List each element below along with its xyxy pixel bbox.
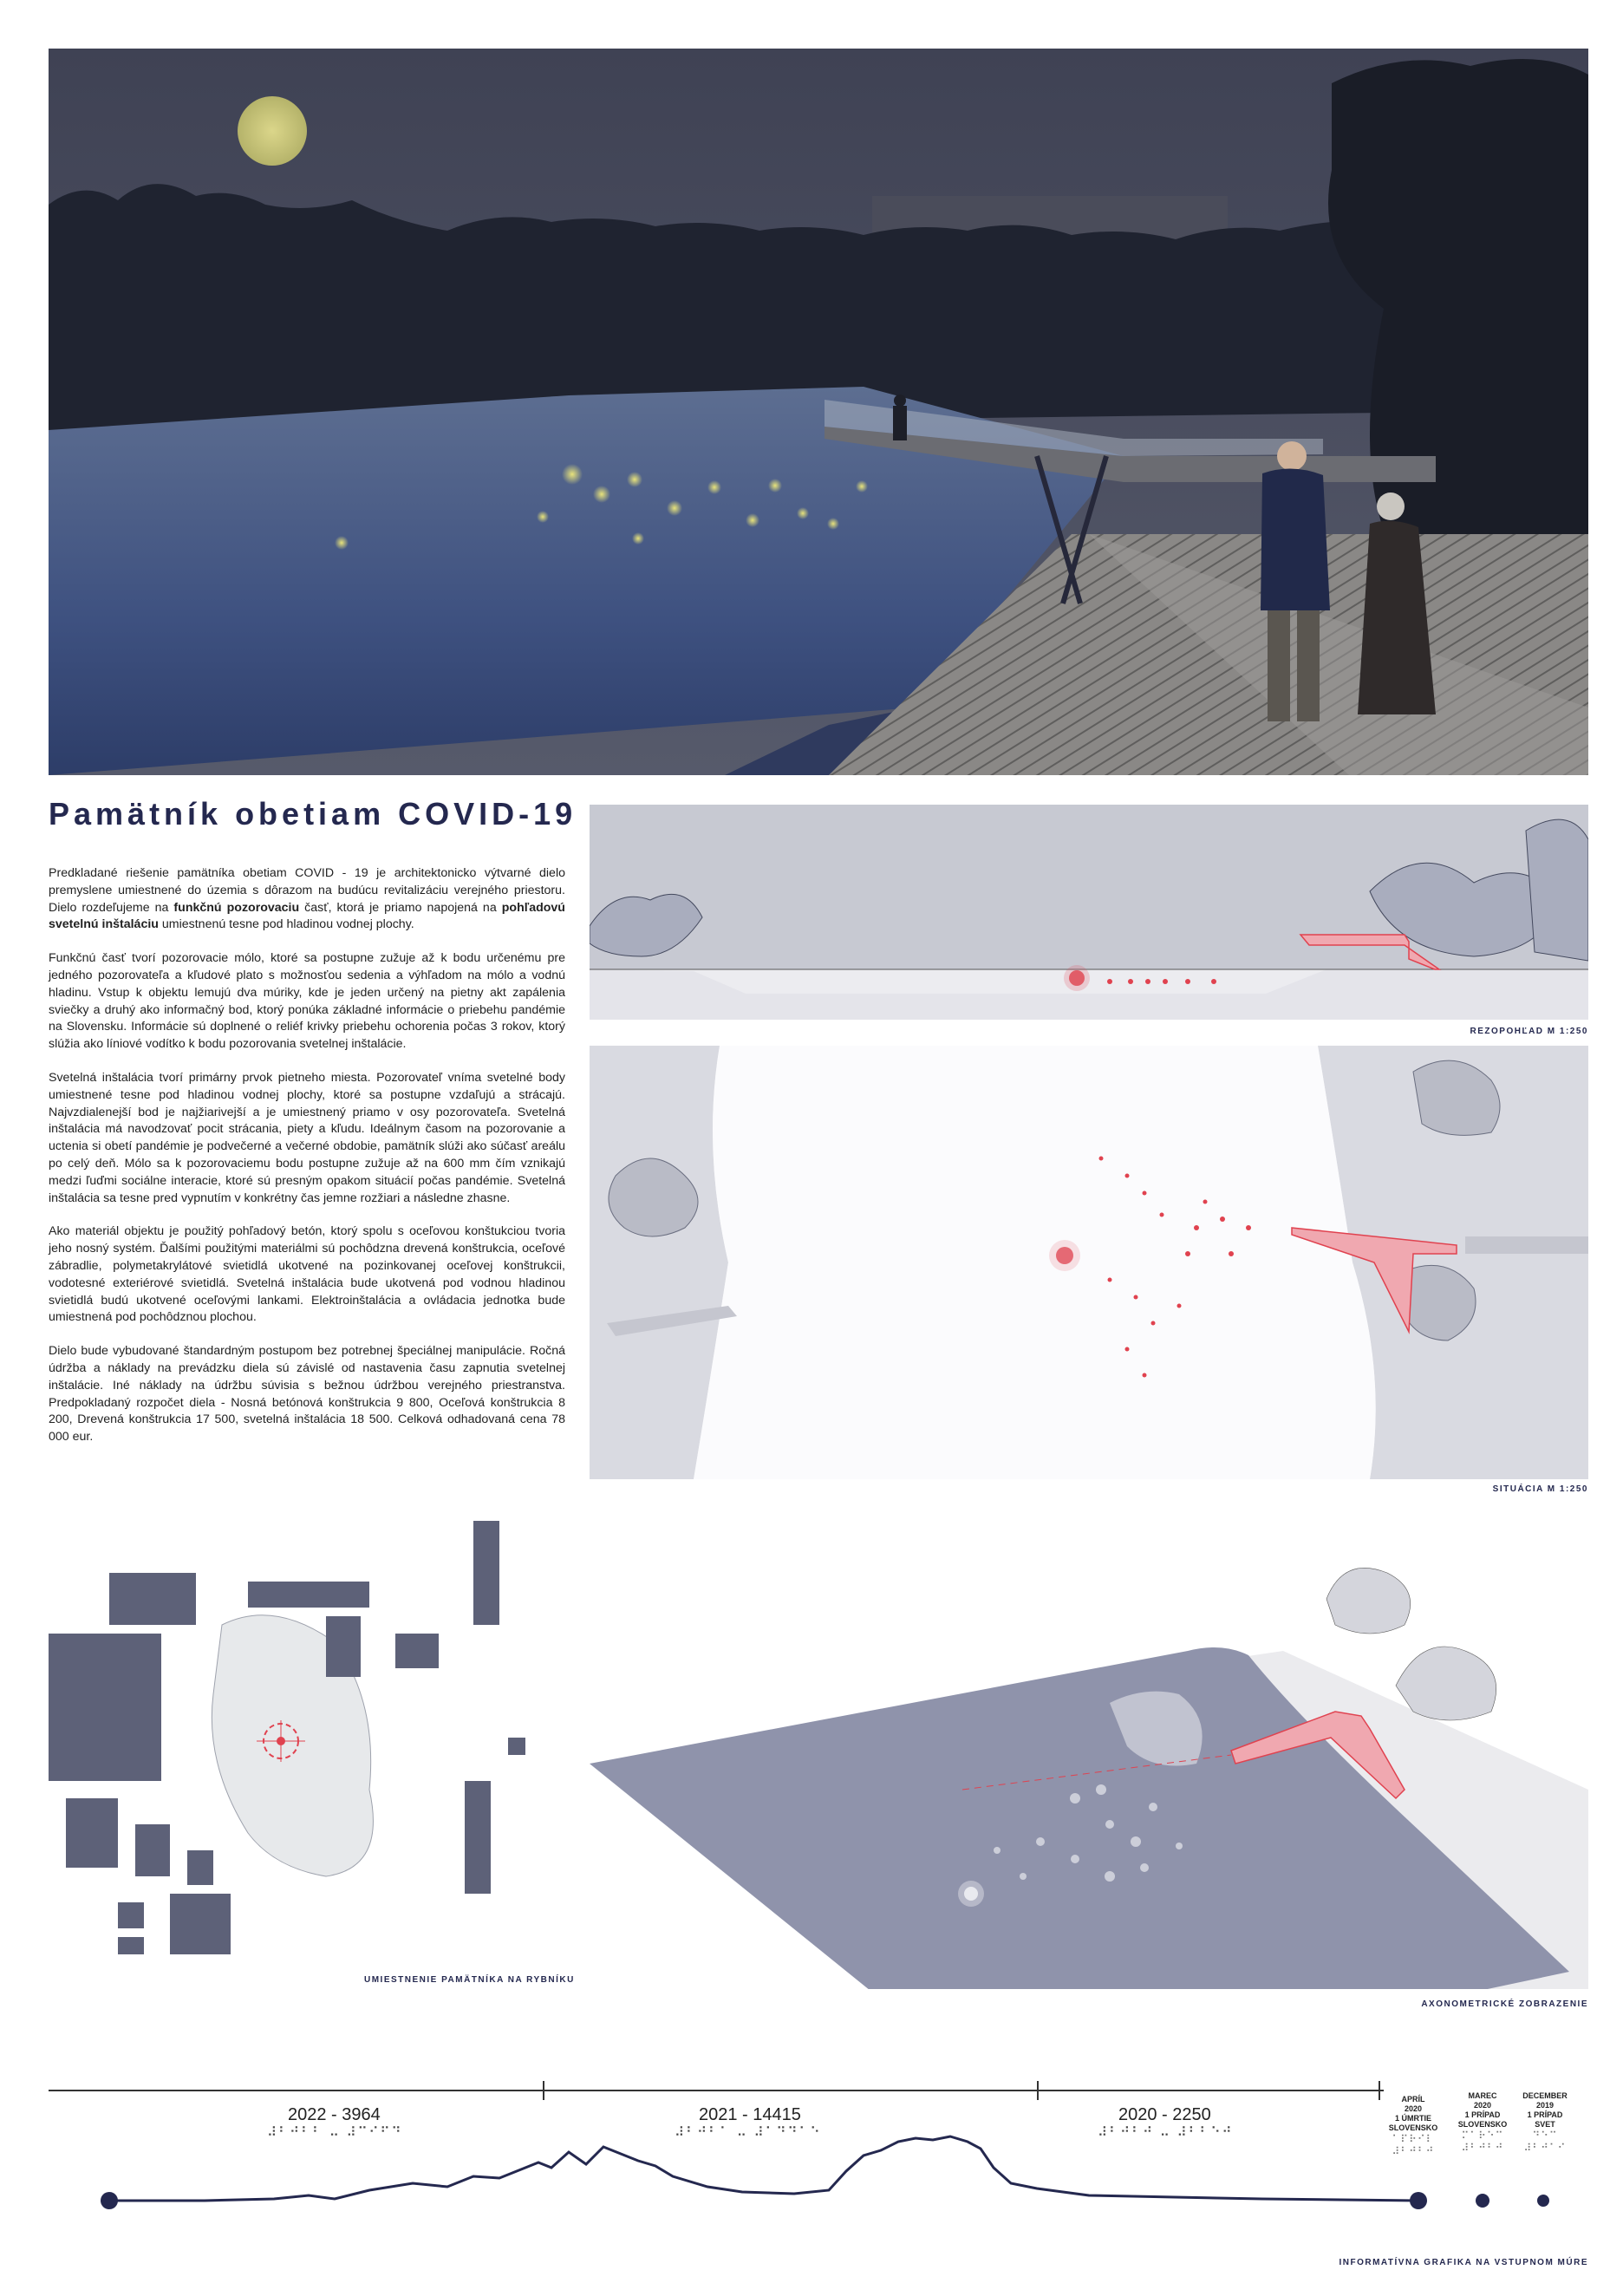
milestone-year: 2019 — [1535, 2101, 1555, 2110]
axonometric-drawing — [590, 1503, 1588, 1989]
milestone-place: SLOVENSKO — [1388, 2123, 1438, 2132]
section-view-drawing — [590, 805, 1588, 1020]
period-braille-2020: ⠼⠃⠚⠃⠚ ⠤ ⠼⠃⠃⠑⠚ — [1098, 2124, 1234, 2140]
milestone-year: 2020 — [1404, 2104, 1423, 2113]
distant-figure — [893, 395, 907, 440]
milestone-event: 1 ÚMRTIE — [1394, 2114, 1431, 2123]
paragraph-material: Ako materiál objektu je použitý pohľadový betón, ktorý spolu s oceľovou konštukciou tvoria jeho nosný systém. Ďalšími použitými materiálmi sú pochôdzna drevená konštrukcia, oceľové zábradlie, polymetakrylátové svietidlá ukotvené na pozinkovanej oceľovej konštrukcii, vodotesné exteriérové svietidlá. Svetelná inštalácia bude ukotvená pod vodnou hladinou svietidlá budú ukotvené oceľovými lankami. Elektroinštalácia a ovládacia jednotka bude umiestnená pod pochôdznou plochou. — [49, 1224, 565, 1325]
timeline-divider — [543, 2081, 544, 2100]
location-map-drawing — [49, 1503, 565, 1968]
period-label-2022: 2022 - 3964 — [288, 2105, 381, 2124]
hero-night-render — [49, 49, 1588, 775]
milestone-braille: ⠍⠁⠗⠑⠉ ⠼⠃⠚⠃⠚ — [1461, 2130, 1504, 2154]
milestone-month: DECEMBER — [1522, 2091, 1568, 2100]
page-title: Pamätník obetiam COVID-19 — [49, 796, 577, 832]
timeline-divider — [1379, 2081, 1380, 2100]
night-scene-image — [49, 49, 1588, 775]
period-label-2020: 2020 - 2250 — [1118, 2105, 1211, 2124]
caption-section: REZOPOHĽAD M 1:250 — [1470, 1027, 1588, 1036]
intro-text: Predkladané riešenie pamätníka obetiam COVID - 19 je architektonicko výtvarné dielo premyslene umiestnené do územia s dôrazom na budúcu revitalizáciu verejného priestoru. Dielo rozdeľujeme na — [49, 866, 565, 915]
milestone-place: SVET — [1535, 2120, 1555, 2129]
caption-axon: AXONOMETRICKÉ ZOBRAZENIE — [1421, 1999, 1588, 2009]
intro-bold-functional: funkčnú pozorovaciu — [173, 900, 300, 915]
milestone-event: 1 PRÍPAD — [1464, 2110, 1501, 2119]
milestone-event: 1 PRÍPAD — [1527, 2110, 1563, 2119]
paragraph-light: Svetelná inštalácia tvorí primárny prvok pietneho miesta. Pozorovateľ vníma svetelné body umiestnené tesne pod hladinou vodnej plochy, ktoré sa postupne vzdaľujú a strácajú. Najvzdialenejší bod je najžiarivejší a je umiestnený priamo v osy pozorovateľa. Svetelná inštalácia má navodzovať pocit strácania, piety a kľudu. Ideálnym časom na pozorovanie a uctenia si obetí pandémie je podvečerné a večerné obdobie, pamätník slúži ako súčasť areálu po celý deň. Mólo sa k pozorovaciemu bodu postupne zužuje až na 600 mm čím vznikajú medzi ľuďmi sociálne interacie, ktoré sú presným opakom situácií počas pandémie. Svetelná inštalácia sa tesne pred vypnutím v konkrétny čas jemne rozžiari a následne zhasne. — [49, 1070, 565, 1205]
site-plan-drawing — [590, 1046, 1588, 1479]
intro-text-3: umiestnenú tesne pod hladinou vodnej plochy. — [158, 917, 414, 932]
milestone-braille: ⠙⠑⠉ ⠼⠃⠚⠁⠊ — [1523, 2130, 1567, 2154]
pandemic-curve-relief — [49, 2116, 1609, 2237]
milestone-month: APRÍL — [1401, 2095, 1425, 2104]
period-braille-2022: ⠼⠃⠚⠃⠃ ⠤ ⠼⠉⠊⠋⠙ — [267, 2124, 403, 2140]
paragraph-budget: Dielo bude vybudované štandardným postupom bez potrebnej špeciálnej manipulácie. Ročná údržba a náklady na prevádzku diela sú závislé od nastavenia času zapnutia svetelnej inštalácie. Iné náklady na údržbu súvisia s bežnou údržbou verejného priestranstva. Predpokladaný rozpočet diela - Nosná betónová konštrukcia 9 800, Oceľová konštrukcia 8 200, Drevená konštrukcia 17 500, svetelná inštalácia 18 500. Celková odhadovaná cena 78 000 eur. — [49, 1344, 565, 1445]
period-braille-2021: ⠼⠃⠚⠃⠁ ⠤ ⠼⠁⠙⠙⠁⠑ — [675, 2124, 822, 2140]
caption-map: UMIESTNENIE PAMÄTNÍKA NA RYBNÍKU — [364, 1975, 575, 1985]
milestone-month: MAREC — [1468, 2091, 1497, 2100]
period-label-2021: 2021 - 14415 — [699, 2105, 801, 2124]
intro-text-2: časť, ktorá je priamo napojená na — [299, 900, 502, 915]
milestone-braille: ⠁⠏⠗⠊⠇ ⠼⠃⠚⠃⠚ — [1392, 2133, 1435, 2157]
paragraph-functional: Funkčnú časť tvorí pozorovacie mólo, ktoré sa postupne zužuje až k bodu určenému pre jedného pozorovateľa a kľudové plato s možnosťou sedenia a výhľadom na mólo a vodnú hladinu. Vstup k objektu lemujú dva múriky, kde je jeden určený na pietny akt zapálenia sviečky a druhý ako informačný bod, ktorý ponúka základné informácie o priebehu pandémie na Slovensku. Informácie sú doplnené o reliéf krivky priebehu ochorenia počas 3 rokov, ktorý slúžia ako líniové vodítko k bodu pozorovania svetelnej inštalácie. — [49, 951, 565, 1052]
intro-bold-light: pohľadovú svetelnú inštaláciu — [49, 900, 565, 932]
paragraph-intro — [49, 865, 565, 934]
milestone-year: 2020 — [1473, 2101, 1492, 2110]
caption-timeline: INFORMATÍVNA GRAFIKA NA VSTUPNOM MÚRE — [1339, 2258, 1588, 2267]
milestone-place: SLOVENSKO — [1457, 2120, 1508, 2129]
timeline-divider — [1037, 2081, 1039, 2100]
project-description — [49, 865, 565, 1463]
timeline-ruler — [49, 2090, 1384, 2091]
caption-plan: SITUÁCIA M 1:250 — [1492, 1484, 1588, 1494]
